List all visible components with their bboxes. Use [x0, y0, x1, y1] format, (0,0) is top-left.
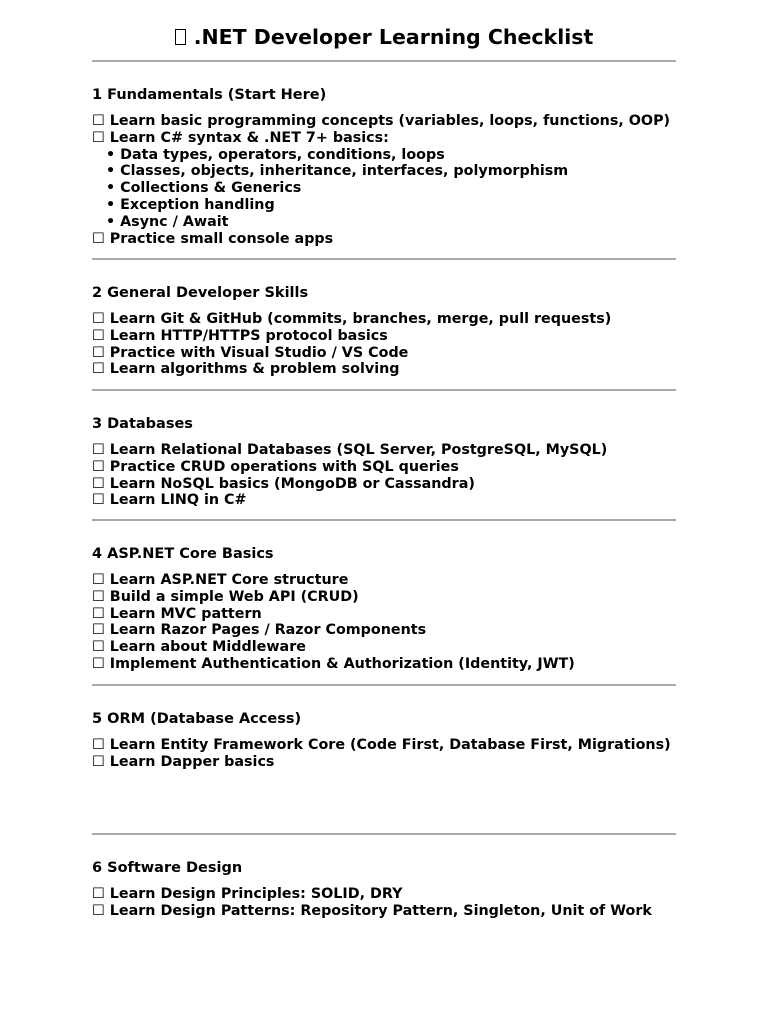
checklist-item[interactable]: ☐ Learn Git & GitHub (commits, branches, merge, pull requests) [92, 311, 612, 327]
checklist-item[interactable]: ☐ Learn Entity Framework Core (Code First, Database First, Migrations) [92, 737, 671, 753]
section-fundamentals [92, 86, 692, 247]
checklist-item[interactable]: ☐ Learn Relational Databases (SQL Server, PostgreSQL, MySQL) [92, 442, 608, 458]
section-databases [92, 415, 692, 509]
checklist-item[interactable]: ☐ Learn HTTP/HTTPS protocol basics [92, 327, 388, 344]
divider [92, 258, 676, 260]
checklist-item[interactable]: ☐ Learn about Middleware [92, 639, 306, 656]
section-software-design [92, 859, 692, 920]
checklist-item[interactable]: ☐ Learn C# syntax & .NET 7+ basics: [92, 129, 389, 146]
section-general-skills [92, 284, 692, 378]
checklist-item[interactable]: ☐ Practice CRUD operations with SQL queries [92, 458, 459, 475]
checklist [92, 113, 692, 247]
section-heading: 3 Databases [92, 416, 193, 432]
checklist-item[interactable]: ☐ Learn Razor Pages / Razor Components [92, 622, 427, 639]
checklist-item[interactable]: ☐ Learn ASP.NET Core structure [92, 572, 349, 588]
checklist-item[interactable]: ☐ Practice with Visual Studio / VS Code [92, 344, 409, 361]
checklist-item[interactable]: ☐ Learn Design Patterns: Repository Pattern, Singleton, Unit of Work [92, 902, 652, 919]
section-heading: 6 Software Design [92, 860, 243, 876]
checklist-subitem: • Data types, operators, conditions, loops [106, 146, 445, 163]
checklist-item[interactable]: ☐ Learn algorithms & problem solving [92, 361, 400, 378]
checklist-item[interactable]: ☐ Learn basic programming concepts (variables, loops, functions, OOP) [92, 113, 671, 129]
checklist-item[interactable]: ☐ Practice small console apps [92, 230, 334, 247]
checklist-item[interactable]: ☐ Learn NoSQL basics (MongoDB or Cassandra) [92, 475, 475, 492]
divider [92, 833, 676, 835]
section-heading: 4 ASP.NET Core Basics [92, 546, 274, 562]
checklist-item[interactable]: ☐ Build a simple Web API (CRUD) [92, 588, 359, 605]
checklist-subitem: • Async / Await [106, 213, 229, 230]
checklist-subitem: • Classes, objects, inheritance, interfaces, polymorphism [106, 163, 569, 180]
section-heading: 1 Fundamentals (Start Here) [92, 87, 327, 103]
checklist [92, 572, 692, 673]
checklist [92, 886, 692, 920]
checklist [92, 737, 692, 771]
divider [92, 684, 676, 686]
checkbox-icon [175, 29, 186, 45]
section-heading: 5 ORM (Database Access) [92, 711, 302, 727]
divider [92, 519, 676, 521]
divider [92, 389, 676, 391]
page-title-text: .NET Developer Learning Checklist [193, 25, 594, 49]
divider [92, 60, 676, 62]
checklist-item[interactable]: ☐ Learn Design Principles: SOLID, DRY [92, 886, 403, 902]
checklist-subitem: • Collections & Generics [106, 180, 302, 197]
checklist [92, 442, 692, 509]
checklist-item[interactable]: ☐ Implement Authentication & Authorization (Identity, JWT) [92, 655, 575, 672]
section-aspnet-core [92, 545, 692, 673]
checklist-subitem: • Exception handling [106, 196, 275, 213]
section-heading: 2 General Developer Skills [92, 285, 309, 301]
section-orm [92, 710, 692, 771]
checklist-item[interactable]: ☐ Learn Dapper basics [92, 753, 275, 770]
page-title [0, 24, 768, 50]
checklist [92, 311, 692, 378]
checklist-item[interactable]: ☐ Learn MVC pattern [92, 605, 262, 622]
checklist-item[interactable]: ☐ Learn LINQ in C# [92, 492, 247, 509]
